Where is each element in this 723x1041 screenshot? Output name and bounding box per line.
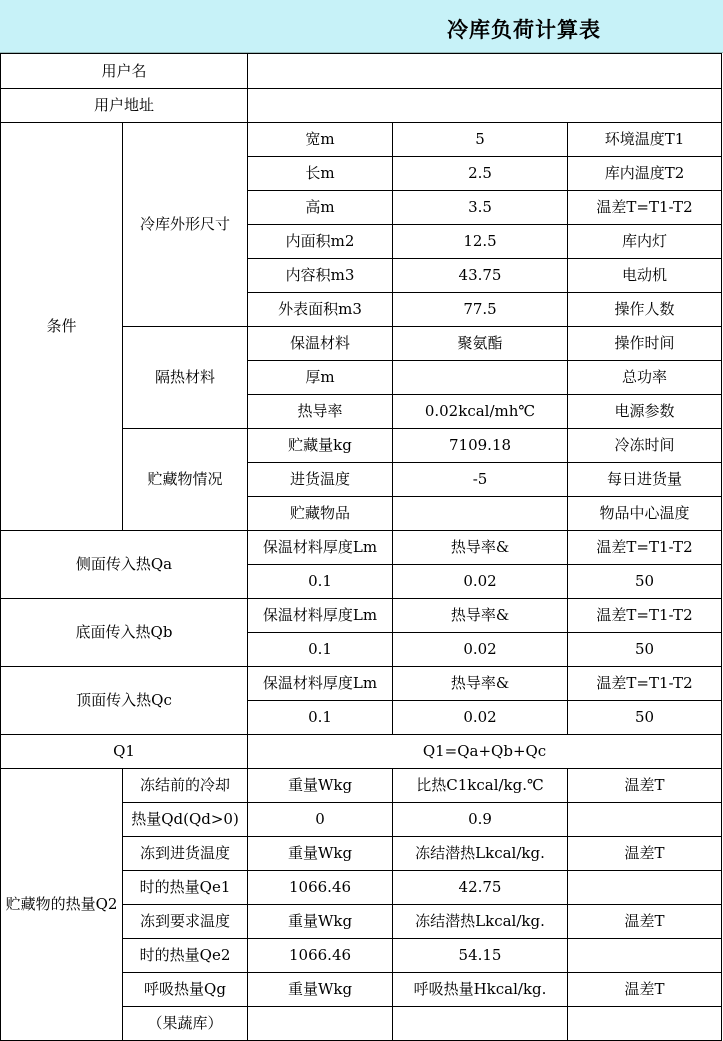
cell[interactable]: 0.1 — [248, 701, 393, 735]
table-row — [1, 735, 722, 769]
cell: 温差T — [568, 769, 722, 803]
title-bar — [0, 0, 723, 53]
table-row — [1, 123, 722, 157]
side-heat-label: 侧面传入热Qa — [1, 531, 248, 599]
table-row — [1, 769, 722, 803]
cell: 冻结潜热Lkcal/kg. — [393, 905, 568, 939]
load-calc-table — [0, 53, 722, 1041]
cell: 热导率& — [393, 599, 568, 633]
cell[interactable]: 0 — [248, 803, 393, 837]
cell: 总功率 — [568, 361, 722, 395]
cell: 冻到进货温度 — [123, 837, 248, 871]
cell[interactable]: 50 — [568, 633, 722, 667]
cell[interactable] — [393, 1007, 568, 1041]
cell: 呼吸热量Qg — [123, 973, 248, 1007]
cell: 重量Wkg — [248, 973, 393, 1007]
cell[interactable]: 0.02 — [393, 701, 568, 735]
cell: 温差T — [568, 837, 722, 871]
cell[interactable] — [393, 497, 568, 531]
cell: 温差T=T1-T2 — [568, 599, 722, 633]
cell[interactable] — [248, 1007, 393, 1041]
cell[interactable]: 50 — [568, 565, 722, 599]
cell[interactable]: 2.5 — [393, 157, 568, 191]
user-address-label: 用户地址 — [1, 89, 248, 123]
conditions-label: 条件 — [1, 123, 123, 531]
cell[interactable]: 43.75 — [393, 259, 568, 293]
cell: 比热C1kcal/kg.℃ — [393, 769, 568, 803]
cell[interactable]: 5 — [393, 123, 568, 157]
cell[interactable]: 3.5 — [393, 191, 568, 225]
user-name-label: 用户名 — [1, 54, 248, 89]
q1-formula: Q1=Qa+Qb+Qc — [248, 735, 722, 769]
q1-label: Q1 — [1, 735, 248, 769]
table-row — [1, 599, 722, 633]
cell: 冷冻时间 — [568, 429, 722, 463]
cell[interactable]: 0.1 — [248, 565, 393, 599]
table-row — [1, 89, 722, 123]
cell: 冻到要求温度 — [123, 905, 248, 939]
table-row — [1, 667, 722, 701]
cell[interactable]: 42.75 — [393, 871, 568, 905]
cell[interactable] — [393, 361, 568, 395]
cell: 热导率& — [393, 531, 568, 565]
cell[interactable]: 7109.18 — [393, 429, 568, 463]
table-row — [1, 54, 722, 89]
cell: 时的热量Qe2 — [123, 939, 248, 973]
cell: 厚m — [248, 361, 393, 395]
insulation-label: 隔热材料 — [123, 327, 248, 429]
cell: 重量Wkg — [248, 769, 393, 803]
cell: （果蔬库） — [123, 1007, 248, 1041]
cell[interactable]: -5 — [393, 463, 568, 497]
cell: 进货温度 — [248, 463, 393, 497]
cell: 温差T=T1-T2 — [568, 667, 722, 701]
cell: 冻结前的冷却 — [123, 769, 248, 803]
cell[interactable]: 12.5 — [393, 225, 568, 259]
storage-label: 贮藏物情况 — [123, 429, 248, 531]
cell: 长m — [248, 157, 393, 191]
cell: 温差T — [568, 973, 722, 1007]
cell[interactable]: 0.02 — [393, 633, 568, 667]
cell: 热量Qd(Qd>0) — [123, 803, 248, 837]
cell[interactable]: 0.02 — [393, 565, 568, 599]
q2-label: 贮藏物的热量Q2 — [1, 769, 123, 1041]
user-name-value[interactable] — [248, 54, 722, 89]
cell: 温差T=T1-T2 — [568, 191, 722, 225]
cell: 电源参数 — [568, 395, 722, 429]
cell: 宽m — [248, 123, 393, 157]
bottom-heat-label: 底面传入热Qb — [1, 599, 248, 667]
cell[interactable]: 1066.46 — [248, 871, 393, 905]
cell[interactable] — [568, 1007, 722, 1041]
cell: 冻结潜热Lkcal/kg. — [393, 837, 568, 871]
cell: 操作人数 — [568, 293, 722, 327]
cell: 电动机 — [568, 259, 722, 293]
outer-size-label: 冷库外形尺寸 — [123, 123, 248, 327]
cell[interactable]: 聚氨酯 — [393, 327, 568, 361]
cell[interactable]: 0.02kcal/mh℃ — [393, 395, 568, 429]
cell: 呼吸热量Hkcal/kg. — [393, 973, 568, 1007]
cell: 温差T — [568, 905, 722, 939]
cell: 库内温度T2 — [568, 157, 722, 191]
cell[interactable] — [568, 939, 722, 973]
cell: 环境温度T1 — [568, 123, 722, 157]
cell: 内容积m3 — [248, 259, 393, 293]
user-address-value[interactable] — [248, 89, 722, 123]
cell[interactable]: 54.15 — [393, 939, 568, 973]
cell[interactable]: 1066.46 — [248, 939, 393, 973]
cell: 温差T=T1-T2 — [568, 531, 722, 565]
cell: 时的热量Qe1 — [123, 871, 248, 905]
cell: 保温材料厚度Lm — [248, 599, 393, 633]
cell: 热导率 — [248, 395, 393, 429]
cell: 操作时间 — [568, 327, 722, 361]
cell: 保温材料厚度Lm — [248, 531, 393, 565]
load-calc-table-wrapper — [0, 53, 723, 1041]
cell[interactable] — [568, 803, 722, 837]
top-heat-label: 顶面传入热Qc — [1, 667, 248, 735]
cell: 内面积m2 — [248, 225, 393, 259]
cell: 保温材料 — [248, 327, 393, 361]
cell: 重量Wkg — [248, 837, 393, 871]
cell: 热导率& — [393, 667, 568, 701]
cell[interactable]: 50 — [568, 701, 722, 735]
cell: 重量Wkg — [248, 905, 393, 939]
cell: 保温材料厚度Lm — [248, 667, 393, 701]
cell: 库内灯 — [568, 225, 722, 259]
cell[interactable]: 77.5 — [393, 293, 568, 327]
cell[interactable]: 0.1 — [248, 633, 393, 667]
cell: 每日进货量 — [568, 463, 722, 497]
cell[interactable] — [568, 871, 722, 905]
sheet-title: 冷库负荷计算表 — [447, 18, 601, 42]
cell: 贮藏量kg — [248, 429, 393, 463]
cell: 外表面积m3 — [248, 293, 393, 327]
cell[interactable]: 0.9 — [393, 803, 568, 837]
cell: 高m — [248, 191, 393, 225]
cell: 贮藏物品 — [248, 497, 393, 531]
cell: 物品中心温度 — [568, 497, 722, 531]
table-row — [1, 531, 722, 565]
